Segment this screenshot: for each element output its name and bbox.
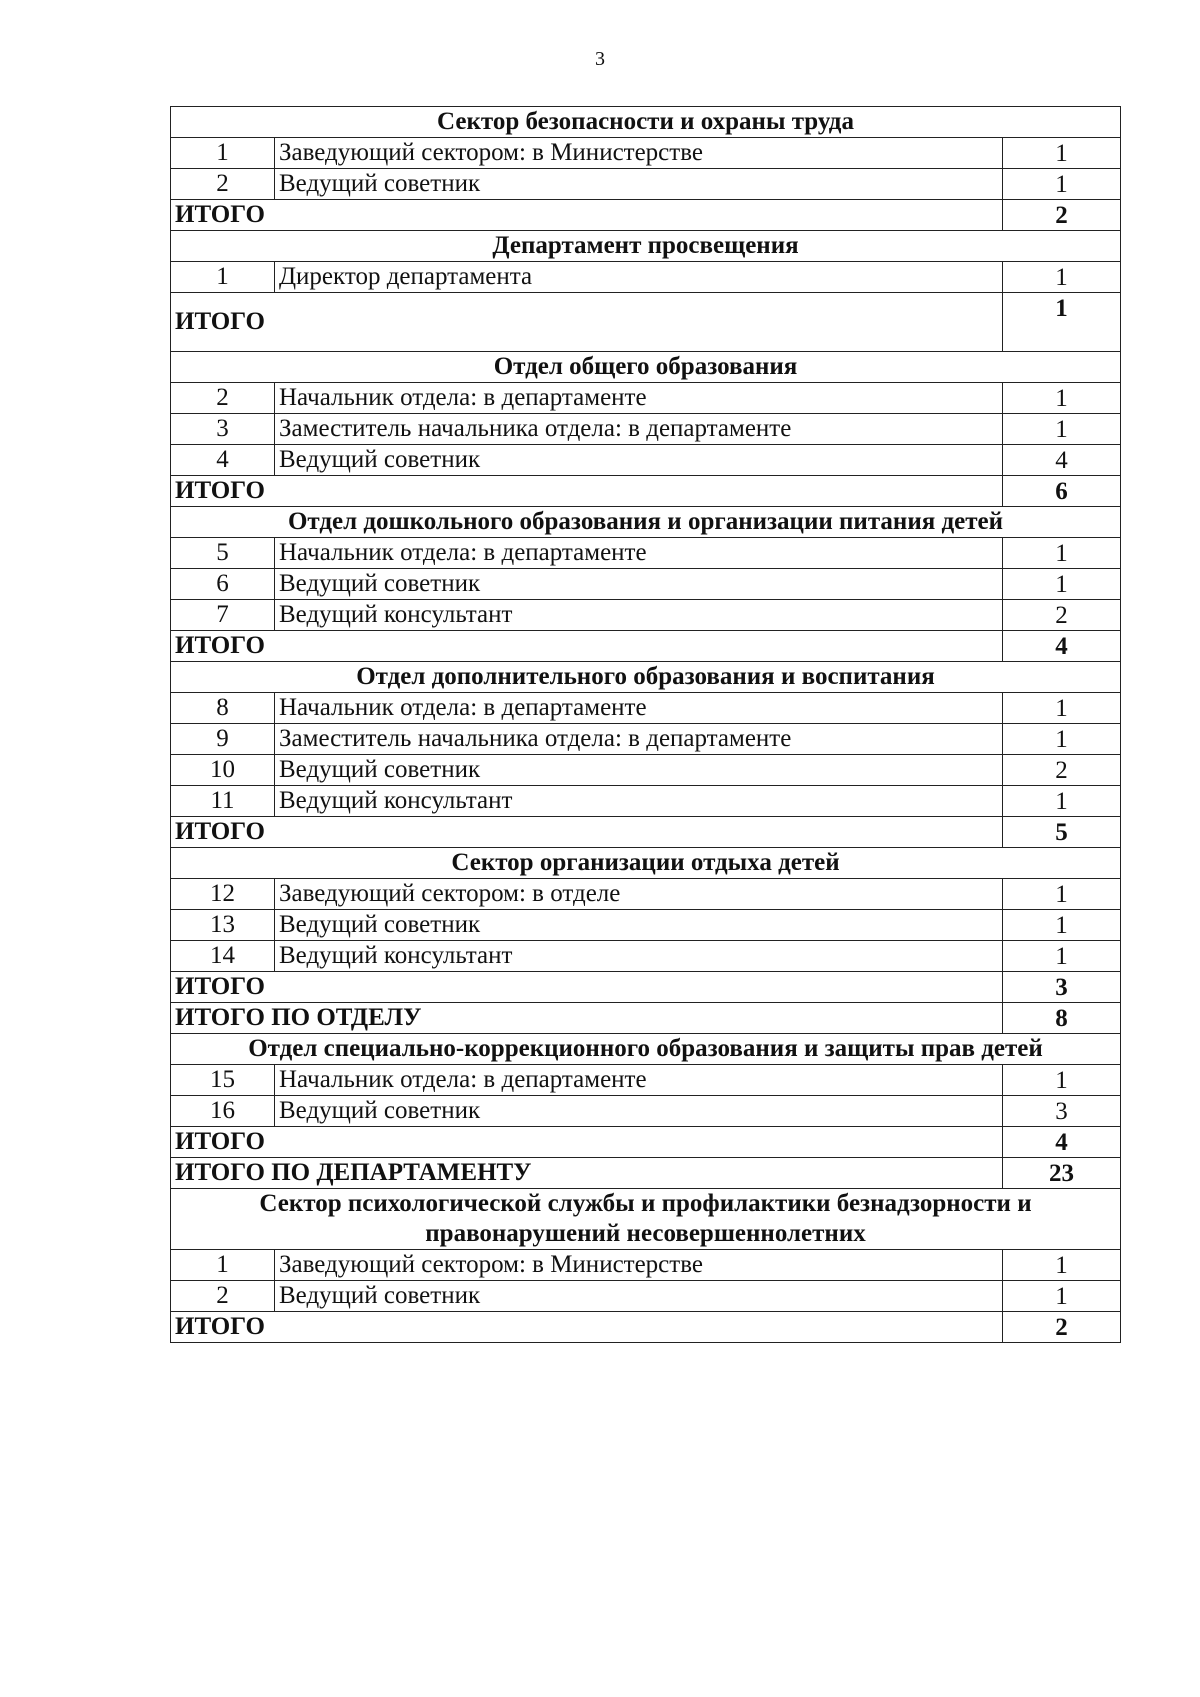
total-row	[171, 1158, 1121, 1189]
position-number: 9	[171, 724, 275, 755]
total-value: 4	[1003, 1127, 1121, 1158]
total-row	[171, 1312, 1121, 1343]
position-number: 1	[171, 262, 275, 293]
section-heading: Сектор безопасности и охраны труда	[171, 107, 1121, 138]
position-title: Директор департамента	[275, 262, 1003, 293]
position-quantity: 1	[1003, 1250, 1121, 1281]
section-heading: Департамент просвещения	[171, 231, 1121, 262]
total-label: ИТОГО	[171, 972, 1003, 1003]
position-row	[171, 1281, 1121, 1312]
position-number: 5	[171, 538, 275, 569]
position-row	[171, 414, 1121, 445]
position-number: 2	[171, 169, 275, 200]
position-row	[171, 1250, 1121, 1281]
position-quantity: 4	[1003, 445, 1121, 476]
position-number: 1	[171, 138, 275, 169]
total-value: 3	[1003, 972, 1121, 1003]
total-row	[171, 476, 1121, 507]
position-quantity: 1	[1003, 383, 1121, 414]
position-quantity: 1	[1003, 1281, 1121, 1312]
position-row	[171, 600, 1121, 631]
position-title: Заведующий сектором: в Министерстве	[275, 1250, 1003, 1281]
position-number: 12	[171, 879, 275, 910]
position-title: Заведующий сектором: в Министерстве	[275, 138, 1003, 169]
position-number: 4	[171, 445, 275, 476]
section-heading: Сектор психологической службы и профилактики безнадзорности и правонарушений несовершеннолетних	[171, 1189, 1121, 1250]
total-label: ИТОГО ПО ОТДЕЛУ	[171, 1003, 1003, 1034]
total-value: 2	[1003, 200, 1121, 231]
position-number: 3	[171, 414, 275, 445]
position-number: 1	[171, 1250, 275, 1281]
position-title: Заместитель начальника отдела: в департаменте	[275, 724, 1003, 755]
position-quantity: 1	[1003, 169, 1121, 200]
section-heading-row	[171, 662, 1121, 693]
position-row	[171, 569, 1121, 600]
position-title: Ведущий советник	[275, 569, 1003, 600]
position-row	[171, 941, 1121, 972]
total-label: ИТОГО ПО ДЕПАРТАМЕНТУ	[171, 1158, 1003, 1189]
position-row	[171, 445, 1121, 476]
total-label: ИТОГО	[171, 200, 1003, 231]
position-title: Начальник отдела: в департаменте	[275, 383, 1003, 414]
position-title: Заведующий сектором: в отделе	[275, 879, 1003, 910]
position-row	[171, 169, 1121, 200]
section-heading: Отдел общего образования	[171, 352, 1121, 383]
position-title: Начальник отдела: в департаменте	[275, 1065, 1003, 1096]
position-title: Ведущий советник	[275, 445, 1003, 476]
total-label: ИТОГО	[171, 293, 1003, 352]
position-row	[171, 1096, 1121, 1127]
position-row	[171, 262, 1121, 293]
position-quantity: 1	[1003, 569, 1121, 600]
position-title: Ведущий консультант	[275, 600, 1003, 631]
position-quantity: 1	[1003, 910, 1121, 941]
position-quantity: 1	[1003, 538, 1121, 569]
position-title: Ведущий советник	[275, 755, 1003, 786]
position-row	[171, 538, 1121, 569]
total-row	[171, 631, 1121, 662]
total-value: 4	[1003, 631, 1121, 662]
total-label: ИТОГО	[171, 1312, 1003, 1343]
position-title: Ведущий советник	[275, 169, 1003, 200]
total-value: 23	[1003, 1158, 1121, 1189]
section-heading: Сектор организации отдыха детей	[171, 848, 1121, 879]
section-heading-row	[171, 507, 1121, 538]
position-title: Начальник отдела: в департаменте	[275, 693, 1003, 724]
section-heading: Отдел дошкольного образования и организации питания детей	[171, 507, 1121, 538]
total-value: 5	[1003, 817, 1121, 848]
staffing-table	[170, 106, 1121, 1343]
section-heading-row	[171, 848, 1121, 879]
total-label: ИТОГО	[171, 1127, 1003, 1158]
total-label: ИТОГО	[171, 476, 1003, 507]
position-number: 10	[171, 755, 275, 786]
position-quantity: 1	[1003, 414, 1121, 445]
position-quantity: 1	[1003, 693, 1121, 724]
position-row	[171, 755, 1121, 786]
position-title: Заместитель начальника отдела: в департаменте	[275, 414, 1003, 445]
position-row	[171, 879, 1121, 910]
position-quantity: 1	[1003, 138, 1121, 169]
position-row	[171, 786, 1121, 817]
position-number: 2	[171, 383, 275, 414]
total-value: 1	[1003, 293, 1121, 352]
section-heading-row	[171, 107, 1121, 138]
section-heading: Отдел дополнительного образования и воспитания	[171, 662, 1121, 693]
position-quantity: 1	[1003, 786, 1121, 817]
position-row	[171, 910, 1121, 941]
position-number: 11	[171, 786, 275, 817]
position-title: Ведущий консультант	[275, 941, 1003, 972]
position-quantity: 2	[1003, 755, 1121, 786]
position-row	[171, 383, 1121, 414]
total-value: 6	[1003, 476, 1121, 507]
position-title: Ведущий советник	[275, 1096, 1003, 1127]
position-quantity: 1	[1003, 1065, 1121, 1096]
total-value: 2	[1003, 1312, 1121, 1343]
position-quantity: 2	[1003, 600, 1121, 631]
position-row	[171, 724, 1121, 755]
position-quantity: 1	[1003, 879, 1121, 910]
position-row	[171, 1065, 1121, 1096]
position-title: Ведущий консультант	[275, 786, 1003, 817]
total-row	[171, 972, 1121, 1003]
position-number: 13	[171, 910, 275, 941]
position-number: 14	[171, 941, 275, 972]
section-heading-row	[171, 1034, 1121, 1065]
position-title: Ведущий советник	[275, 1281, 1003, 1312]
position-row	[171, 138, 1121, 169]
total-row	[171, 1003, 1121, 1034]
position-number: 15	[171, 1065, 275, 1096]
position-quantity: 1	[1003, 262, 1121, 293]
position-title: Начальник отдела: в департаменте	[275, 538, 1003, 569]
position-title: Ведущий советник	[275, 910, 1003, 941]
staffing-table-body	[171, 107, 1121, 1343]
position-quantity: 1	[1003, 941, 1121, 972]
total-row	[171, 200, 1121, 231]
position-number: 7	[171, 600, 275, 631]
position-row	[171, 693, 1121, 724]
position-number: 8	[171, 693, 275, 724]
section-heading-row	[171, 231, 1121, 262]
position-number: 2	[171, 1281, 275, 1312]
total-label: ИТОГО	[171, 631, 1003, 662]
position-number: 6	[171, 569, 275, 600]
section-heading: Отдел специально-коррекционного образования и защиты прав детей	[171, 1034, 1121, 1065]
total-value: 8	[1003, 1003, 1121, 1034]
position-quantity: 3	[1003, 1096, 1121, 1127]
total-label: ИТОГО	[171, 817, 1003, 848]
position-number: 16	[171, 1096, 275, 1127]
section-heading-row	[171, 1189, 1121, 1250]
position-quantity: 1	[1003, 724, 1121, 755]
section-heading-row	[171, 352, 1121, 383]
total-row	[171, 1127, 1121, 1158]
total-row	[171, 817, 1121, 848]
page-number: 3	[595, 48, 605, 70]
total-row	[171, 293, 1121, 352]
